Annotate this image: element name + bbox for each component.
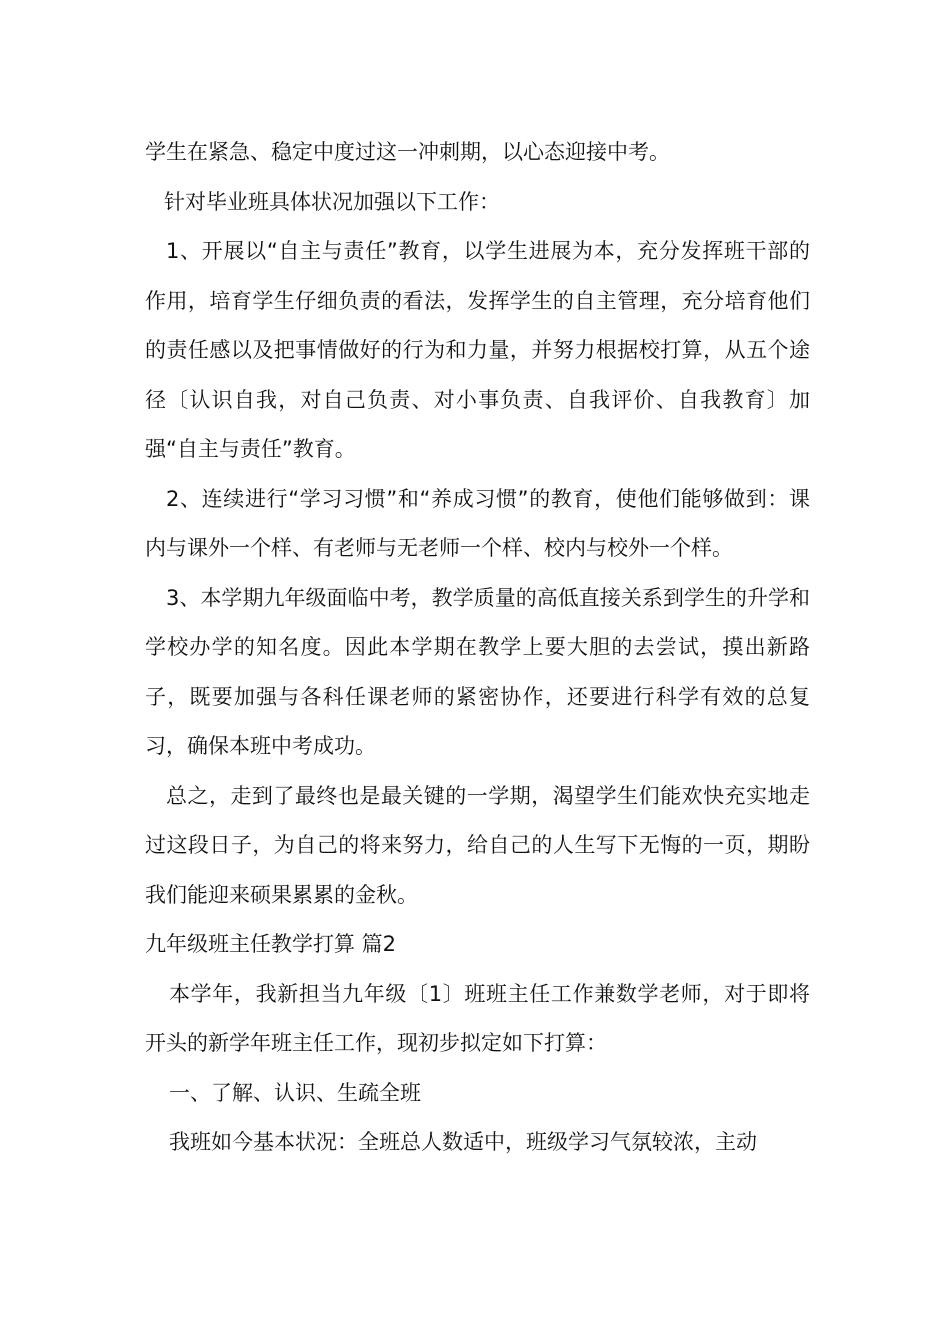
paragraph-summary: 总之，走到了最终也是最关键的一学期，渴望学生们能欢快充实地走过这段日子，为自己的将来努力，给自己的人生写下无悔的一页，期盼我们能迎来硕果累累的金秋。 (145, 783, 810, 907)
section-heading: 九年级班主任教学打算 篇2 (145, 932, 397, 956)
document-body (145, 128, 810, 1168)
paragraph-item-3: 3、本学期九年级面临中考，教学质量的高低直接关系到学生的升学和学校办学的知名度。因此本学期在教学上要大胆的去尝试，摸出新路子，既要加强与各科任课老师的紧密协作，还要进行科学有效的总复习，确保本班中考成功。 (145, 585, 810, 758)
paragraph-continuation: 学生在紧急、稳定中度过这一冲刺期，以心态迎接中考。 (145, 140, 670, 164)
paragraph-work-intro: 针对毕业班具体状况加强以下工作： (164, 189, 500, 214)
paragraph-class-status: 我班如今基本状况：全班总人数适中，班级学习气氛较浓，主动 (169, 1130, 757, 1154)
paragraph-item-1: 1、开展以“自主与责任”教育，以学生进展为本，充分发挥班干部的作用，培育学生仔细负责的看法，发挥学生的自主管理，充分培育他们的责任感以及把事情做好的行为和力量，并努力根据校打算，从五个途径〔认识自我，对自己负责、对小事负责、自我评价、自我教育〕加强“自主与责任”教育。 (145, 239, 810, 461)
paragraph-item-2: 2、连续进行“学习习惯”和“养成习惯”的教育，使他们能够做到：课内与课外一个样、有老师与无老师一个样、校内与校外一个样。 (145, 486, 810, 560)
paragraph-intro-2: 本学年，我新担当九年级〔1〕班班主任工作兼数学老师，对于即将开头的新学年班主任工作，现初步拟定如下打算： (145, 981, 810, 1055)
subheading-1: 一、了解、认识、生疏全班 (169, 1080, 421, 1105)
